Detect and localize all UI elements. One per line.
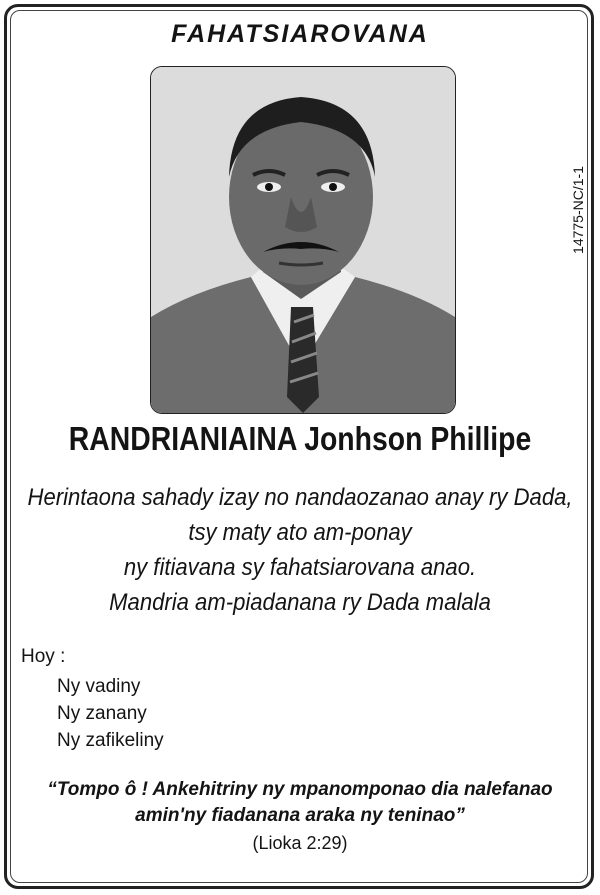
portrait-photo <box>150 66 456 414</box>
notice-heading: FAHATSIAROVANA <box>171 20 429 48</box>
quote-source: (Lioka 2:29) <box>252 833 348 853</box>
verse-line: ny fitiavana sy fahatsiarovana anao. <box>123 554 477 581</box>
family-list <box>57 673 164 754</box>
family-item: Ny vadiny <box>57 676 141 697</box>
family-item: Ny zanany <box>57 703 147 724</box>
quote-line: “Tompo ô ! Ankehitriny ny mpanomponao dia nalefanao <box>47 779 553 800</box>
verse-line: Mandria am-piadanana ry Dada malala <box>109 589 491 616</box>
verse-line: tsy maty ato am-ponay <box>188 519 412 546</box>
from-label: Hoy : <box>21 646 66 667</box>
family-item: Ny zafikeliny <box>57 730 164 751</box>
quote-line: amin'ny fiadanana araka ny teninao” <box>135 805 465 826</box>
bible-quote <box>0 777 600 829</box>
reference-code: 14775-NC/1-1 <box>570 166 586 254</box>
deceased-name: RANDRIANIAINA Jonhson Phillipe <box>68 420 532 457</box>
memorial-verse <box>24 480 576 620</box>
verse-line: Herintaona sahady izay no nandaozanao anay ry Dada, <box>27 484 573 511</box>
